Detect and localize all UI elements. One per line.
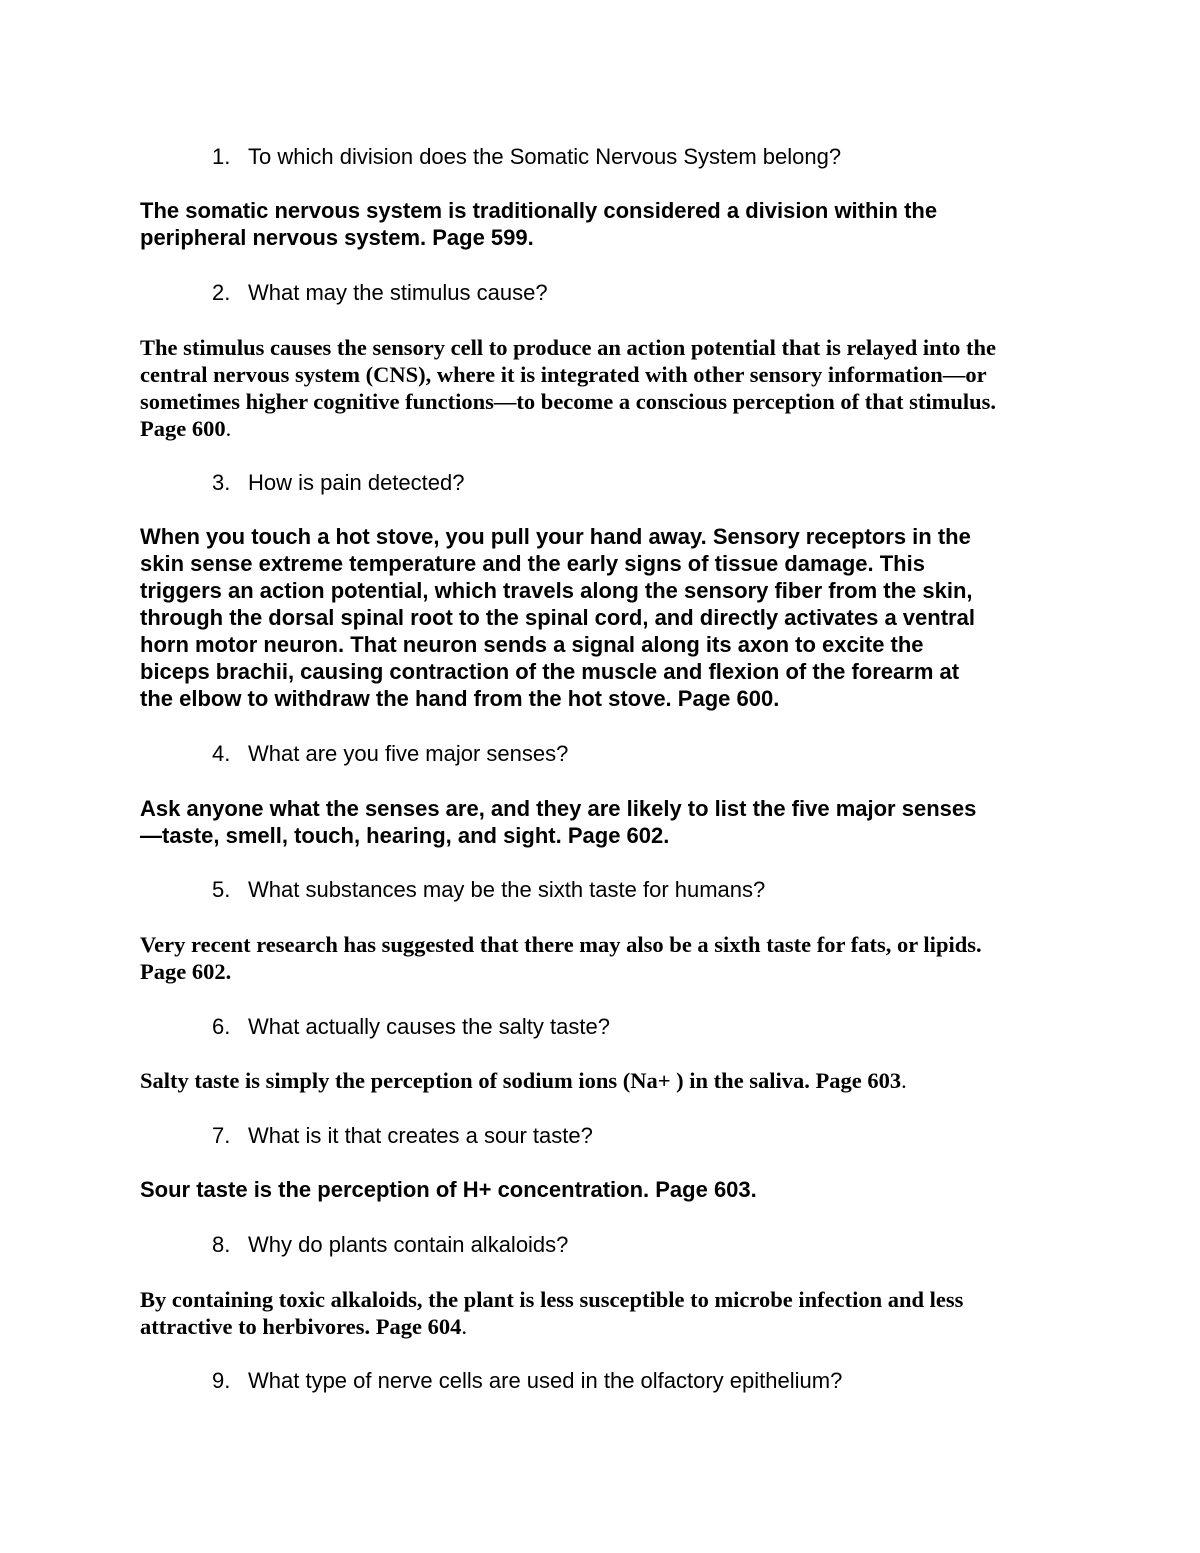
question-1 (212, 143, 841, 170)
answer-line: horn motor neuron. That neuron sends a signal along its axon to excite the (140, 632, 924, 657)
question-text: What are you five major senses? (248, 741, 569, 766)
answer-line: When you touch a hot stove, you pull your hand away. Sensory receptors in the (140, 524, 971, 549)
answer-line-text: Page 600 (140, 416, 226, 441)
question-3 (212, 469, 464, 496)
answer-line: Very recent research has suggested that there may also be a sixth taste for fats, or lipids. (140, 932, 982, 957)
question-9 (212, 1367, 842, 1394)
question-number: 7. (212, 1123, 231, 1148)
answer-2 (140, 334, 1060, 442)
answer-line: biceps brachii, causing contraction of the muscle and flexion of the forearm at (140, 659, 960, 684)
answer-line: Ask anyone what the senses are, and they are likely to list the five major senses (140, 796, 977, 821)
question-7 (212, 1122, 593, 1149)
answer-1 (140, 197, 1060, 251)
question-number: 4. (212, 741, 231, 766)
answer-line: Sour taste is the perception of H+ concentration. Page 603. (140, 1177, 757, 1202)
question-text: What actually causes the salty taste? (248, 1014, 610, 1039)
question-text: What substances may be the sixth taste for humans? (248, 877, 766, 902)
question-6 (212, 1013, 610, 1040)
question-number: 3. (212, 470, 231, 495)
question-text: To which division does the Somatic Nervous System belong? (248, 144, 842, 169)
question-text: How is pain detected? (248, 470, 465, 495)
answer-5 (140, 931, 1060, 985)
question-number: 8. (212, 1232, 231, 1257)
answer-line: skin sense extreme temperature and the early signs of tissue damage. This (140, 551, 925, 576)
question-text: Why do plants contain alkaloids? (248, 1232, 569, 1257)
answer-3 (140, 523, 1060, 712)
answer-4 (140, 795, 1060, 849)
question-text: What may the stimulus cause? (248, 280, 548, 305)
answer-line: —taste, smell, touch, hearing, and sight. Page 602. (140, 823, 670, 848)
answer-line-text: Salty taste is simply the perception of sodium ions (Na+ ) in the saliva. Page 603 (140, 1068, 902, 1093)
question-number: 2. (212, 280, 231, 305)
question-5 (212, 876, 765, 903)
answer-line-trailing: . (225, 416, 232, 441)
answer-line: The stimulus causes the sensory cell to produce an action potential that is relayed into the (140, 335, 997, 360)
answer-7 (140, 1176, 1060, 1203)
answer-line: the elbow to withdraw the hand from the hot stove. Page 600. (140, 686, 780, 711)
answer-line-text: attractive to herbivores. Page 604 (140, 1314, 462, 1339)
question-text: What type of nerve cells are used in the olfactory epithelium? (248, 1368, 843, 1393)
question-number: 5. (212, 877, 231, 902)
question-2 (212, 279, 548, 306)
answer-line (140, 415, 1060, 442)
answer-line: peripheral nervous system. Page 599. (140, 225, 534, 250)
answer-line: Page 602. (140, 959, 232, 984)
answer-6 (140, 1067, 1060, 1094)
question-number: 6. (212, 1014, 231, 1039)
answer-line: sometimes higher cognitive functions—to become a conscious perception of that stimulus. (140, 389, 996, 414)
answer-line: central nervous system (CNS), where it is integrated with other sensory information—or (140, 362, 987, 387)
question-number: 1. (212, 144, 231, 169)
question-4 (212, 740, 568, 767)
question-8 (212, 1231, 568, 1258)
question-number: 9. (212, 1368, 231, 1393)
answer-line: The somatic nervous system is traditionally considered a division within the (140, 198, 938, 223)
answer-line: triggers an action potential, which travels along the sensory fiber from the skin, (140, 578, 973, 603)
answer-line-trailing: . (901, 1068, 907, 1093)
answer-line (140, 1313, 1060, 1340)
answer-line (140, 1067, 1060, 1094)
answer-line: through the dorsal spinal root to the spinal cord, and directly activates a ventral (140, 605, 975, 630)
question-text: What is it that creates a sour taste? (248, 1123, 593, 1148)
answer-line: By containing toxic alkaloids, the plant is less susceptible to microbe infection and less (140, 1287, 964, 1312)
answer-line-trailing: . (461, 1314, 467, 1339)
answer-8 (140, 1286, 1060, 1340)
